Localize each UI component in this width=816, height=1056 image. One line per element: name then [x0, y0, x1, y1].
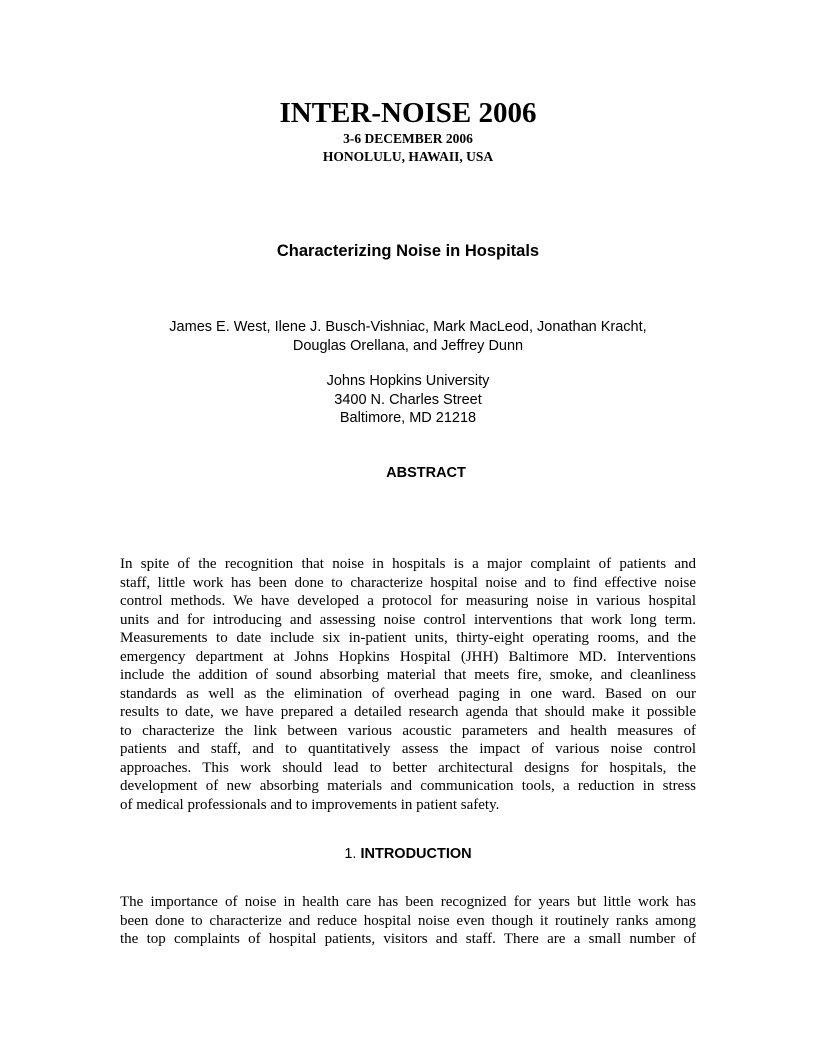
introduction-line: been done to characterize and reduce hospital noise even though it routinely ranks among [120, 912, 696, 929]
introduction-heading [0, 845, 816, 863]
introduction-body [120, 893, 696, 949]
abstract-line: units and for introducing and assessing noise control interventions that work long term. [120, 611, 696, 628]
abstract-line: In spite of the recognition that noise in hospitals is a major complaint of patients and [120, 556, 696, 572]
section-number: 1. [344, 846, 357, 862]
affiliation-city: Baltimore, MD 21218 [339, 410, 477, 426]
authors-line-1: James E. West, Ilene J. Busch-Vishniac, Mark MacLeod, Jonathan Kracht, [169, 319, 647, 335]
abstract-line: of medical professionals and to improvements in patient safety. [120, 796, 500, 813]
conference-title: INTER-NOISE 2006 [279, 97, 537, 129]
introduction-line: the top complaints of hospital patients, visitors and staff. There are a small number of [120, 931, 696, 947]
abstract-line: development of new absorbing materials and communication tools, a reduction in stress [120, 778, 696, 794]
abstract-line: include the addition of sound absorbing material that meets fire, smoke, and cleanliness [120, 667, 696, 683]
abstract-heading: ABSTRACT [386, 465, 466, 481]
conference-location: HONOLULU, HAWAII, USA [322, 149, 494, 164]
abstract-body [120, 555, 696, 814]
section-title: INTRODUCTION [360, 846, 472, 862]
abstract-line: control methods. We have developed a protocol for measuring noise in various hospital [120, 593, 696, 609]
abstract-line: results to date, we have prepared a detailed research agenda that should make it possible [120, 704, 696, 720]
abstract-line: approaches. This work should lead to better architectural designs for hospitals, the [120, 759, 696, 776]
affiliation-institution: Johns Hopkins University [326, 373, 490, 389]
abstract-line: emergency department at Johns Hopkins Hospital (JHH) Baltimore MD. Interventions [120, 648, 696, 665]
abstract-line: staff, little work has been done to characterize hospital noise and to find effective noise [120, 574, 696, 591]
affiliation-street: 3400 N. Charles Street [334, 391, 482, 408]
introduction-line: The importance of noise in health care has been recognized for years but little work has [120, 894, 696, 910]
abstract-line: to characterize the link between various acoustic parameters and health measures of [120, 722, 696, 739]
paper-title: Characterizing Noise in Hospitals [276, 242, 540, 260]
abstract-line: Measurements to date include six in-patient units, thirty-eight operating rooms, and the [120, 630, 696, 646]
abstract-line: patients and staff, and to quantitatively assess the impact of various noise control [120, 741, 696, 757]
authors-line-2: Douglas Orellana, and Jeffrey Dunn [292, 337, 524, 354]
abstract-line: standards as well as the elimination of overhead paging in one ward. Based on our [120, 685, 696, 702]
conference-dates: 3-6 DECEMBER 2006 [343, 131, 473, 146]
